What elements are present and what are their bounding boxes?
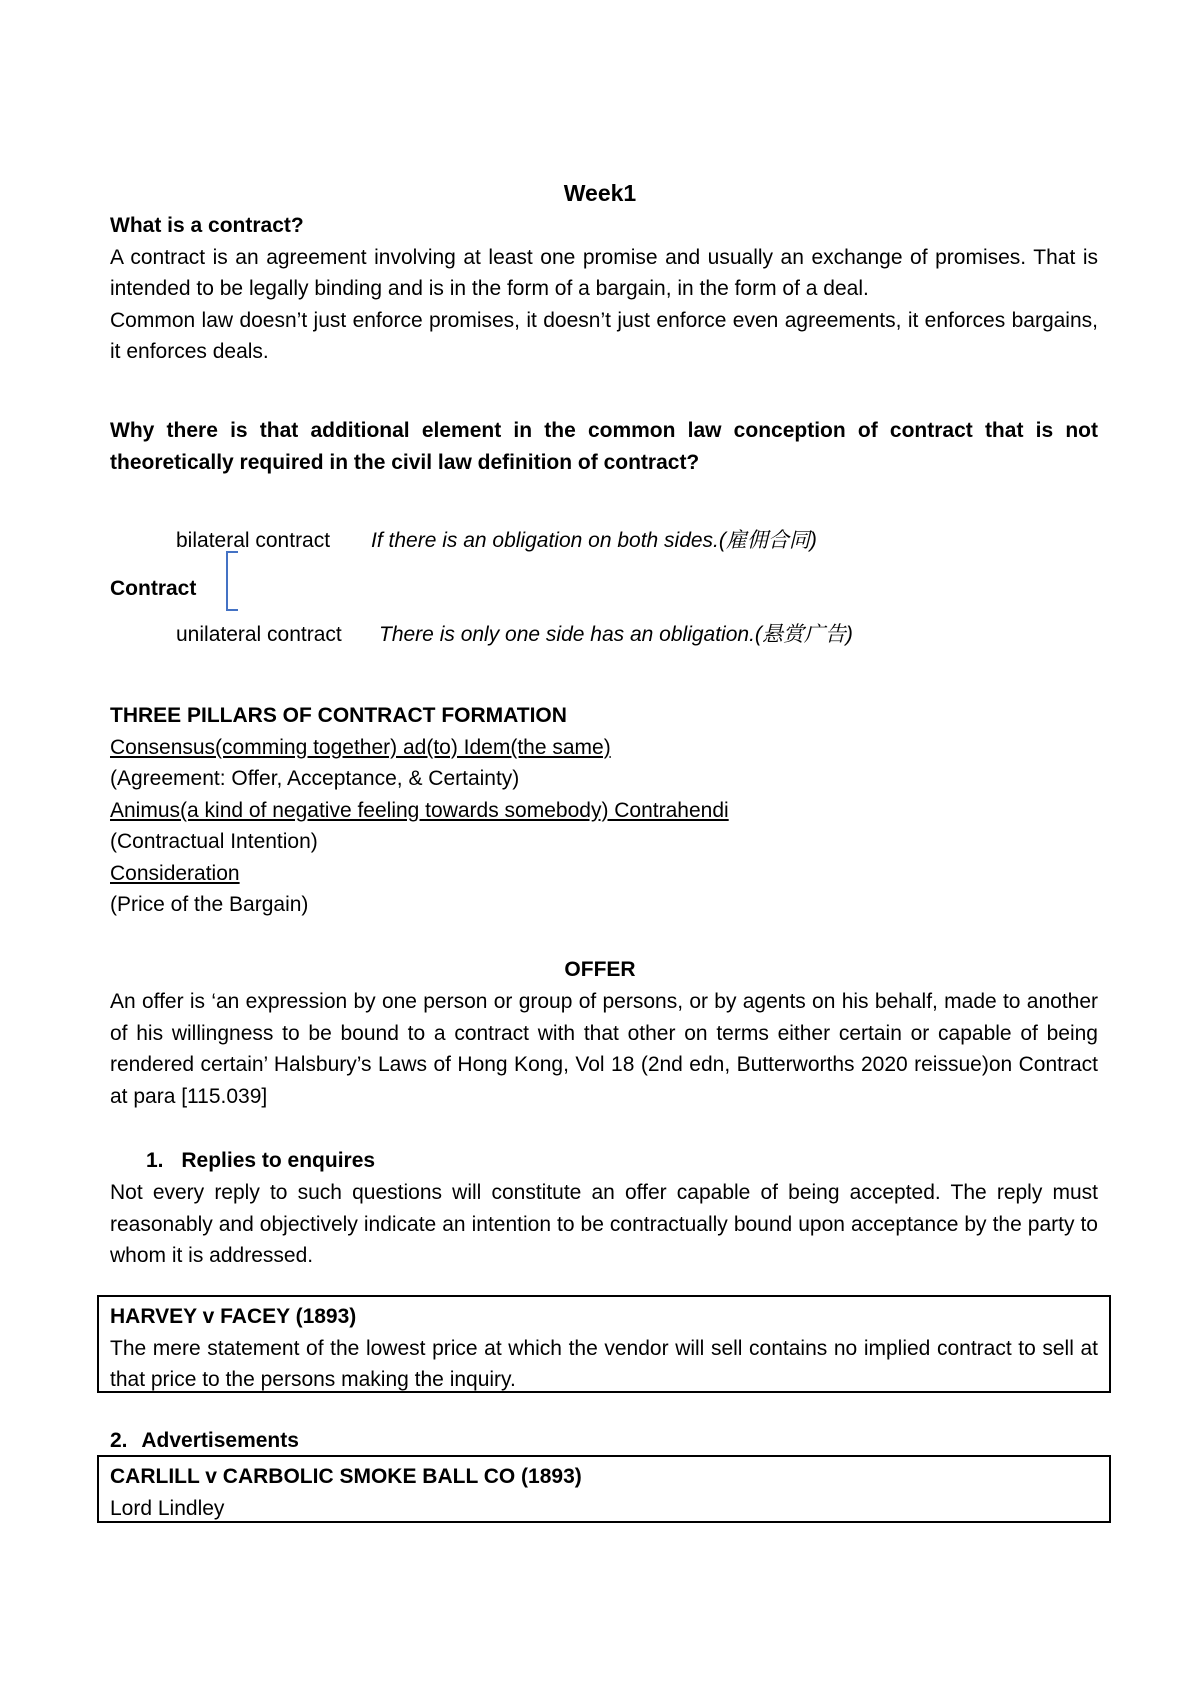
- case-box: [97, 1455, 1111, 1523]
- case-text: The mere statement of the lowest price at which the vendor will sell contains no implied contract to sell at that price to the persons making the inquiry.: [110, 1336, 1098, 1391]
- section-text: Not every reply to such questions will constitute an offer capable of being accepted. The reply must reasonably and objectively indicate an intention to be contractually bound upon acceptance by the party to whom it is addressed.: [110, 1181, 1098, 1267]
- pillar-term: Consideration: [110, 861, 240, 885]
- section-heading: [146, 1145, 375, 1177]
- pillar-description: (Price of the Bargain): [110, 893, 309, 916]
- paragraph: A contract is an agreement involving at least one promise and usually an exchange of promises. That is intended to be legally binding and is in the form of a bargain, in the form of a deal.: [110, 245, 1098, 300]
- case-title: CARLILL v CARBOLIC SMOKE BALL CO (1893): [110, 1465, 582, 1488]
- pillar-description: (Contractual Intention): [110, 830, 318, 853]
- three-pillars: [110, 700, 1098, 921]
- pillars-heading: THREE PILLARS OF CONTRACT FORMATION: [110, 704, 567, 727]
- unilateral-description: There is only one side has an obligation.(悬赏广告): [379, 623, 853, 646]
- bilateral-description: If there is an obligation on both sides.(雇佣合同): [371, 529, 817, 552]
- pillar-term: Animus(a kind of negative feeling towards somebody) Contrahendi: [110, 798, 729, 822]
- contract-types-diagram: [0, 525, 1200, 646]
- pillar-description: (Agreement: Offer, Acceptance, & Certainty): [110, 767, 520, 790]
- offer-definition: An offer is ‘an expression by one person or group of persons, or by agents on his behalf, made to another of his willingness to be bound to a contract with that other on terms either certain or capable of being rendered certain’ Halsbury’s Laws of Hong Kong, Vol 18 (2nd edn, Butterworths 2020 reissue)on Contract at para [115.039]: [110, 990, 1098, 1108]
- paragraph: Common law doesn’t just enforce promises, it doesn’t just enforce even agreements, it enforces bargains, it enforces deals.: [110, 308, 1098, 363]
- contract-root-label: Contract: [110, 577, 197, 600]
- page-title: Week1: [563, 180, 637, 206]
- case-title: HARVEY v FACEY (1893): [110, 1305, 357, 1328]
- question-heading: What is a contract?: [110, 214, 304, 237]
- section-number: 1.: [146, 1149, 164, 1172]
- question-heading: Why there is that additional element in the common law conception of contract that is not theoretically required in the civil law definition of contract?: [110, 419, 1098, 474]
- section-number: 2.: [110, 1429, 128, 1452]
- section-title: Replies to enquires: [181, 1149, 376, 1172]
- pillar-term: Consensus(comming together) ad(to) Idem(the same): [110, 735, 611, 759]
- case-text: Lord Lindley: [110, 1496, 225, 1520]
- section-heading: [110, 1425, 299, 1457]
- bilateral-label: bilateral contract: [176, 529, 331, 552]
- section-title: Advertisements: [141, 1429, 299, 1452]
- section-what-is-contract: [110, 210, 1098, 368]
- bracket-connector: [226, 551, 238, 611]
- unilateral-label: unilateral contract: [176, 623, 342, 646]
- offer-heading: OFFER: [564, 958, 636, 981]
- case-box: [97, 1295, 1111, 1393]
